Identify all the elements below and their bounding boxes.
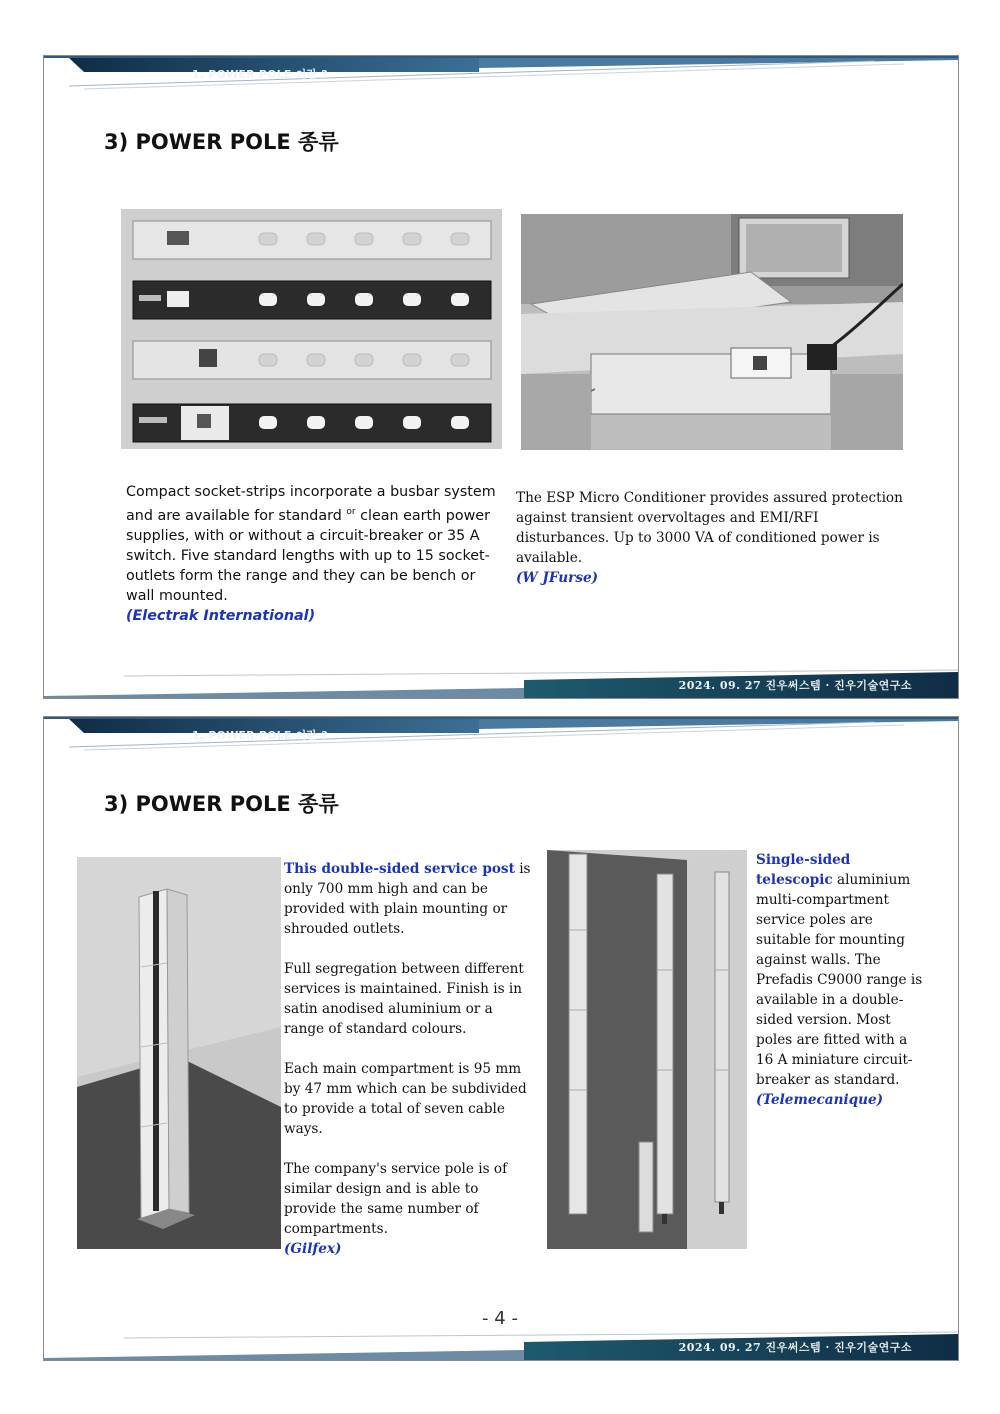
service-post-p4 bbox=[284, 1159, 532, 1259]
socket-strips-photo bbox=[121, 209, 502, 449]
service-post-p2: Full segregation between different services is maintained. Finish is in satin anodised aluminium or a range of standard colours. bbox=[284, 961, 524, 1037]
header-title: 1. POWER POLE 이란 ? bbox=[192, 68, 328, 81]
service-post-p3: Each main compartment is 95 mm by 47 mm which can be subdivided to provide a total of seven cable ways. bbox=[284, 1061, 527, 1137]
service-post-p4-text: The company's service pole is of similar design and is able to provide the same number of compartments. bbox=[284, 1161, 508, 1237]
header-banner bbox=[44, 56, 958, 96]
caption-superscript: or bbox=[346, 507, 356, 517]
caption-text-part2: clean earth power supplies, with or without a circuit-breaker or 35 A switch. Five standard lengths with up to 15 socket-outlets form the range and they can be bench or wall mounted. bbox=[126, 507, 490, 604]
service-post-p1-text: is only 700 mm high and can be provided with plain mounting or shrouded outlets. bbox=[284, 861, 531, 937]
page-title: 3) POWER POLE 종류 bbox=[104, 130, 339, 154]
telescopic-text: aluminium multi-compartment service poles are suitable for mounting against walls. The Prefadis C9000 range is available in a double-sided version. Most poles are fitted with a 16 A miniature circuit-breaker as standard. bbox=[756, 872, 923, 1088]
service-post-p1 bbox=[284, 859, 532, 939]
telescopic-credit: (Telemecanique) bbox=[756, 1092, 884, 1108]
service-post-highlight: This double-sided service post bbox=[284, 861, 515, 877]
telescopic-poles-photo bbox=[547, 850, 747, 1249]
header-title: 1. POWER POLE 이란 ? bbox=[192, 729, 328, 742]
telescopic-highlight: Single-sided telescopic bbox=[756, 852, 851, 888]
caption-credit: (Electrak International) bbox=[126, 607, 316, 624]
conditioner-caption-text: The ESP Micro Conditioner provides assured protection against transient overvoltages and EMI/RFI disturbances. Up to 3000 VA of conditioned power is available. bbox=[516, 490, 903, 566]
page-title: 3) POWER POLE 종류 bbox=[104, 792, 339, 816]
header-banner bbox=[44, 717, 958, 757]
micro-conditioner-photo bbox=[521, 214, 903, 450]
socket-strip-caption bbox=[126, 482, 506, 626]
micro-conditioner-caption bbox=[516, 488, 906, 588]
telescopic-poles-text bbox=[756, 850, 928, 1110]
slide-2 bbox=[43, 716, 959, 1361]
service-post-photo bbox=[77, 857, 281, 1249]
service-post-credit: (Gilfex) bbox=[284, 1241, 342, 1257]
page-number: - 4 - bbox=[482, 1308, 518, 1329]
conditioner-caption-credit: (W JFurse) bbox=[516, 570, 599, 586]
footer-text: 2024. 09. 27 진우써스템 · 진우기술연구소 bbox=[678, 679, 912, 692]
slide-1 bbox=[43, 55, 959, 699]
service-post-text bbox=[284, 859, 532, 1259]
caption-text-part1: Compact socket-strips incorporate a busbar system and are available for standard bbox=[126, 484, 496, 524]
footer-text: 2024. 09. 27 진우써스템 · 진우기술연구소 bbox=[678, 1341, 912, 1354]
